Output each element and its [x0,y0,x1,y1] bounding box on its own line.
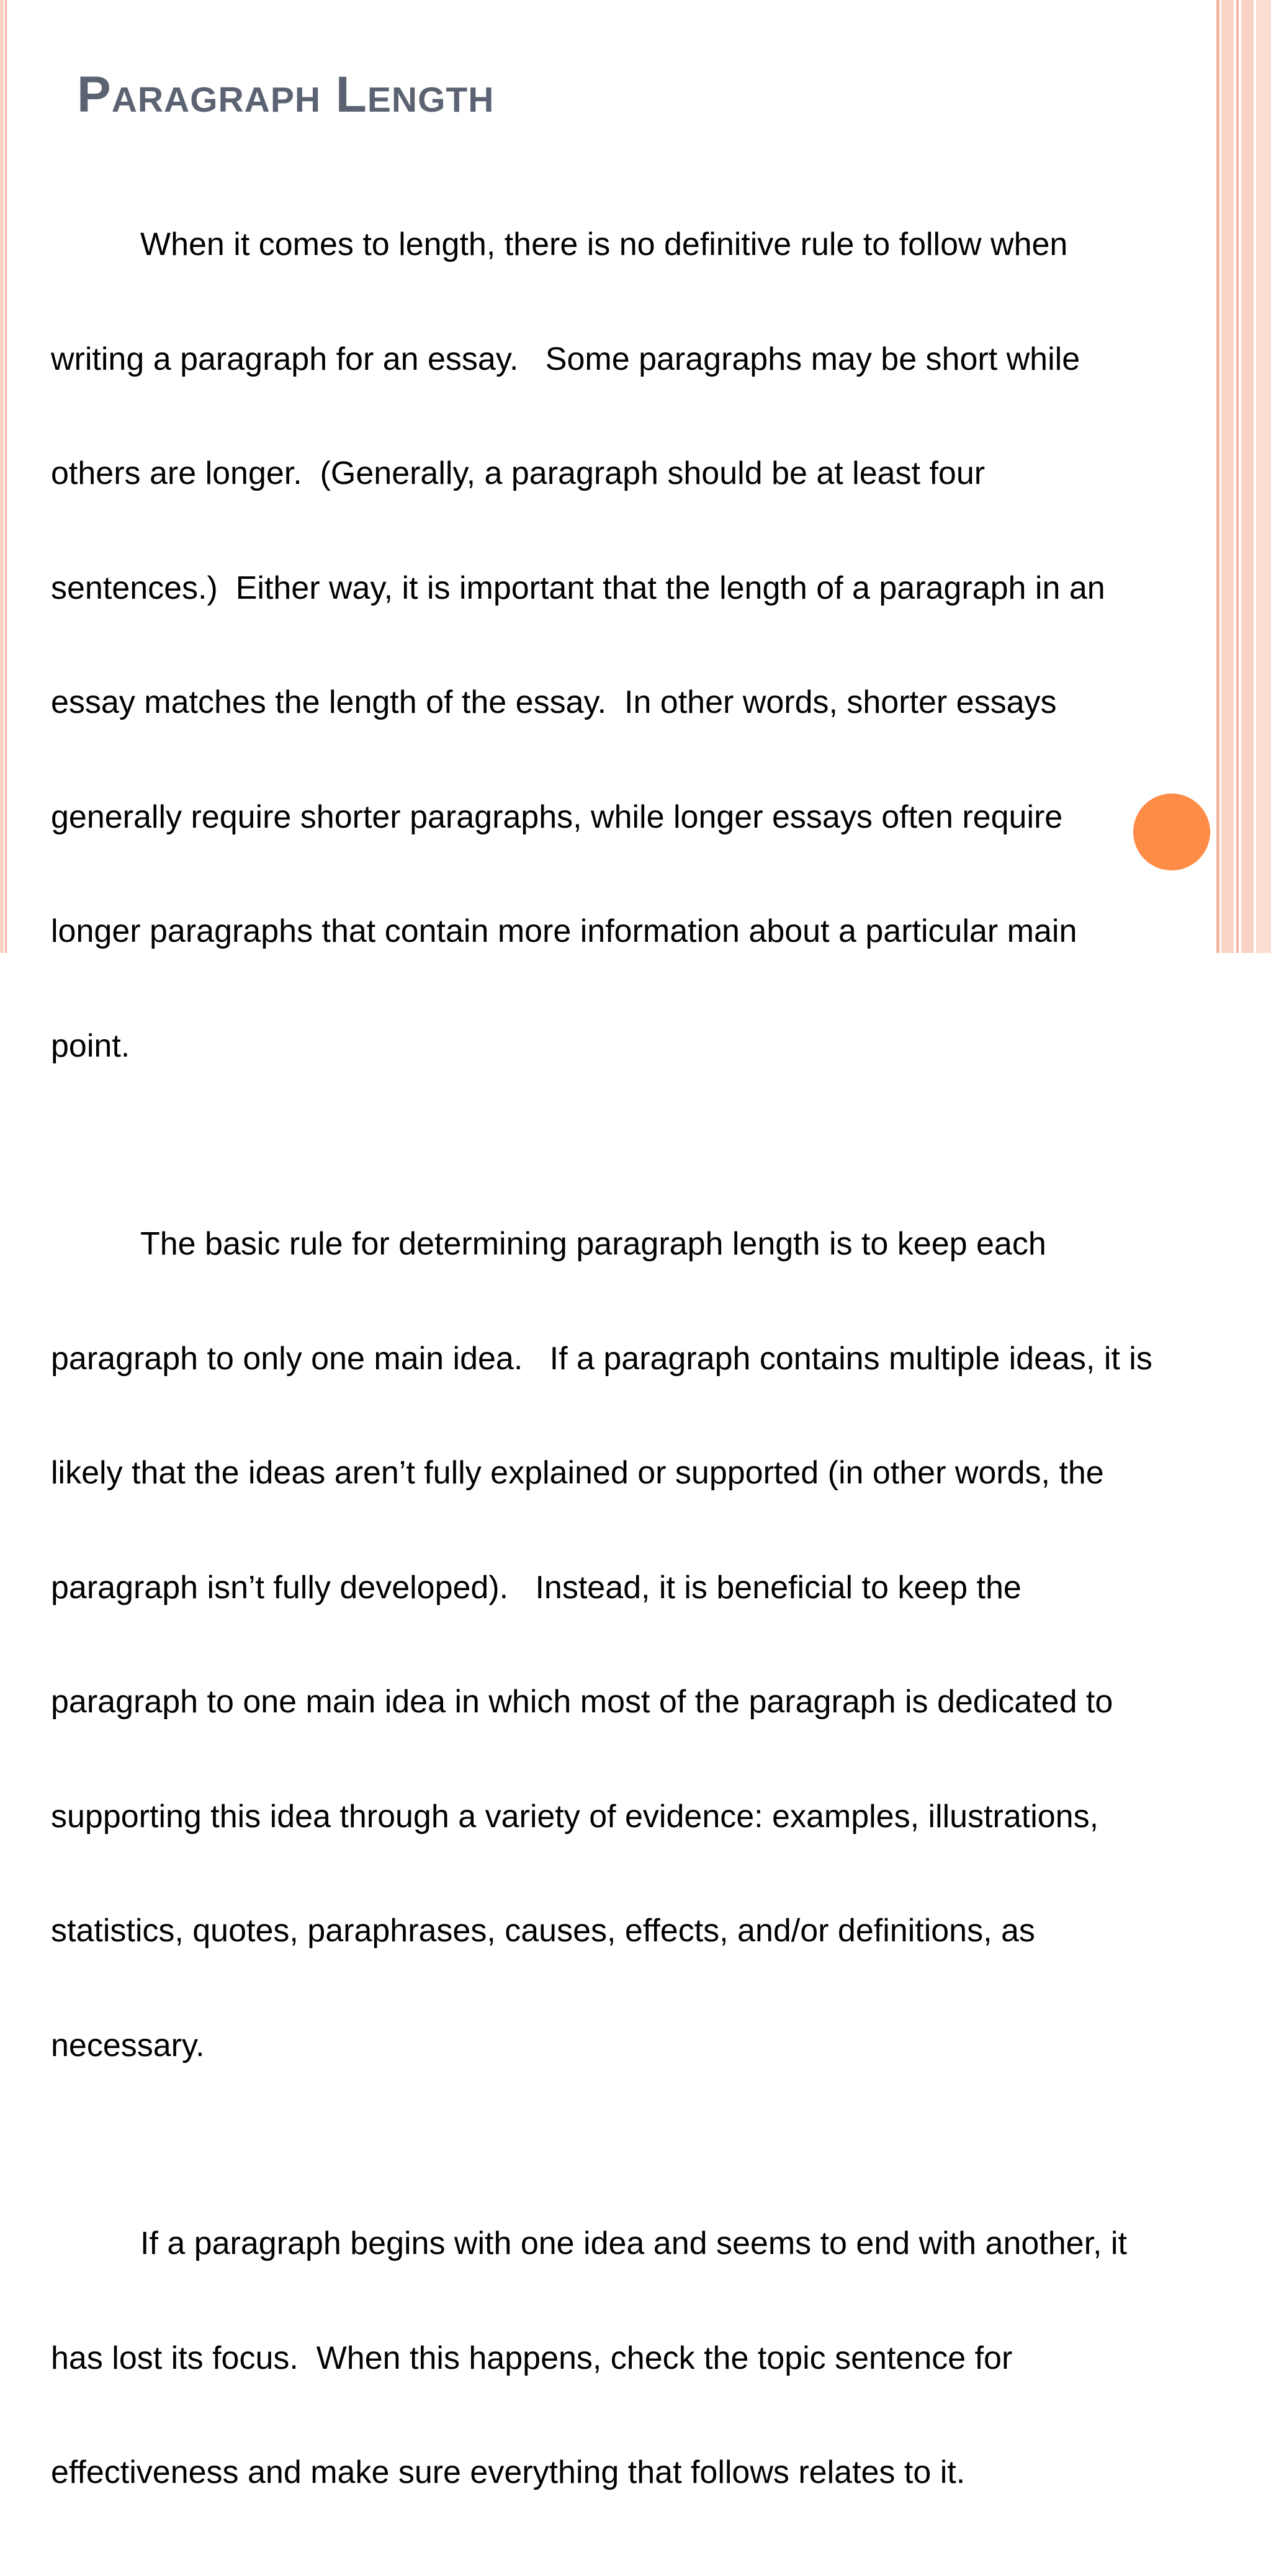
text-line: likely that the ideas aren’t fully explained or supported (in other words, the [51,1455,1104,1491]
text-line: paragraph to only one main idea. If a paragraph contains multiple ideas, it is [51,1340,1152,1377]
paragraph-1 [51,150,1255,1142]
text-line: has lost its focus. When this happens, check the topic sentence for [51,2340,1013,2376]
text-line: necessary. [51,2027,205,2064]
text-line: paragraph to one main idea in which most of the paragraph is dedicated to [51,1684,1113,1720]
text-line: When it comes to length, there is no definitive rule to follow when [140,226,1068,262]
text-line: effectiveness and make sure everything that follows relates to it. [51,2454,966,2490]
text-line: If a paragraph begins with one idea and seems to end with another, it [140,2225,1127,2261]
right-border-stripe-5 [1256,0,1271,953]
text-line: statistics, quotes, paraphrases, causes, effects, and/or definitions, as [51,1913,1035,1949]
text-line: sentences.) Either way, it is important that the length of a paragraph in an [51,570,1105,606]
orange-circle-marker [1133,794,1210,870]
paragraph-3 [51,2149,1255,2569]
text-line: others are longer. (Generally, a paragraph should be at least four [51,455,986,491]
paragraph-2 [51,1149,1255,2141]
text-line: point. [51,1027,130,1064]
text-line: essay matches the length of the essay. In other words, shorter essays [51,684,1057,720]
text-line: paragraph isn’t fully developed). Instead, it is beneficial to keep the [51,1569,1022,1606]
left-border-stripe [0,0,4,953]
text-line: longer paragraphs that contain more information about a particular main [51,913,1077,949]
text-line: writing a paragraph for an essay. Some paragraphs may be short while [51,341,1080,377]
text-line: The basic rule for determining paragraph length is to keep each [140,1226,1046,1262]
left-border-stripe-inner [5,0,7,953]
text-line: supporting this idea through a variety of evidence: examples, illustrations, [51,1798,1099,1835]
slide-body [51,150,1255,2576]
slide-title: Paragraph Length [77,66,495,123]
text-line: generally require shorter paragraphs, while longer essays often require [51,798,1063,835]
